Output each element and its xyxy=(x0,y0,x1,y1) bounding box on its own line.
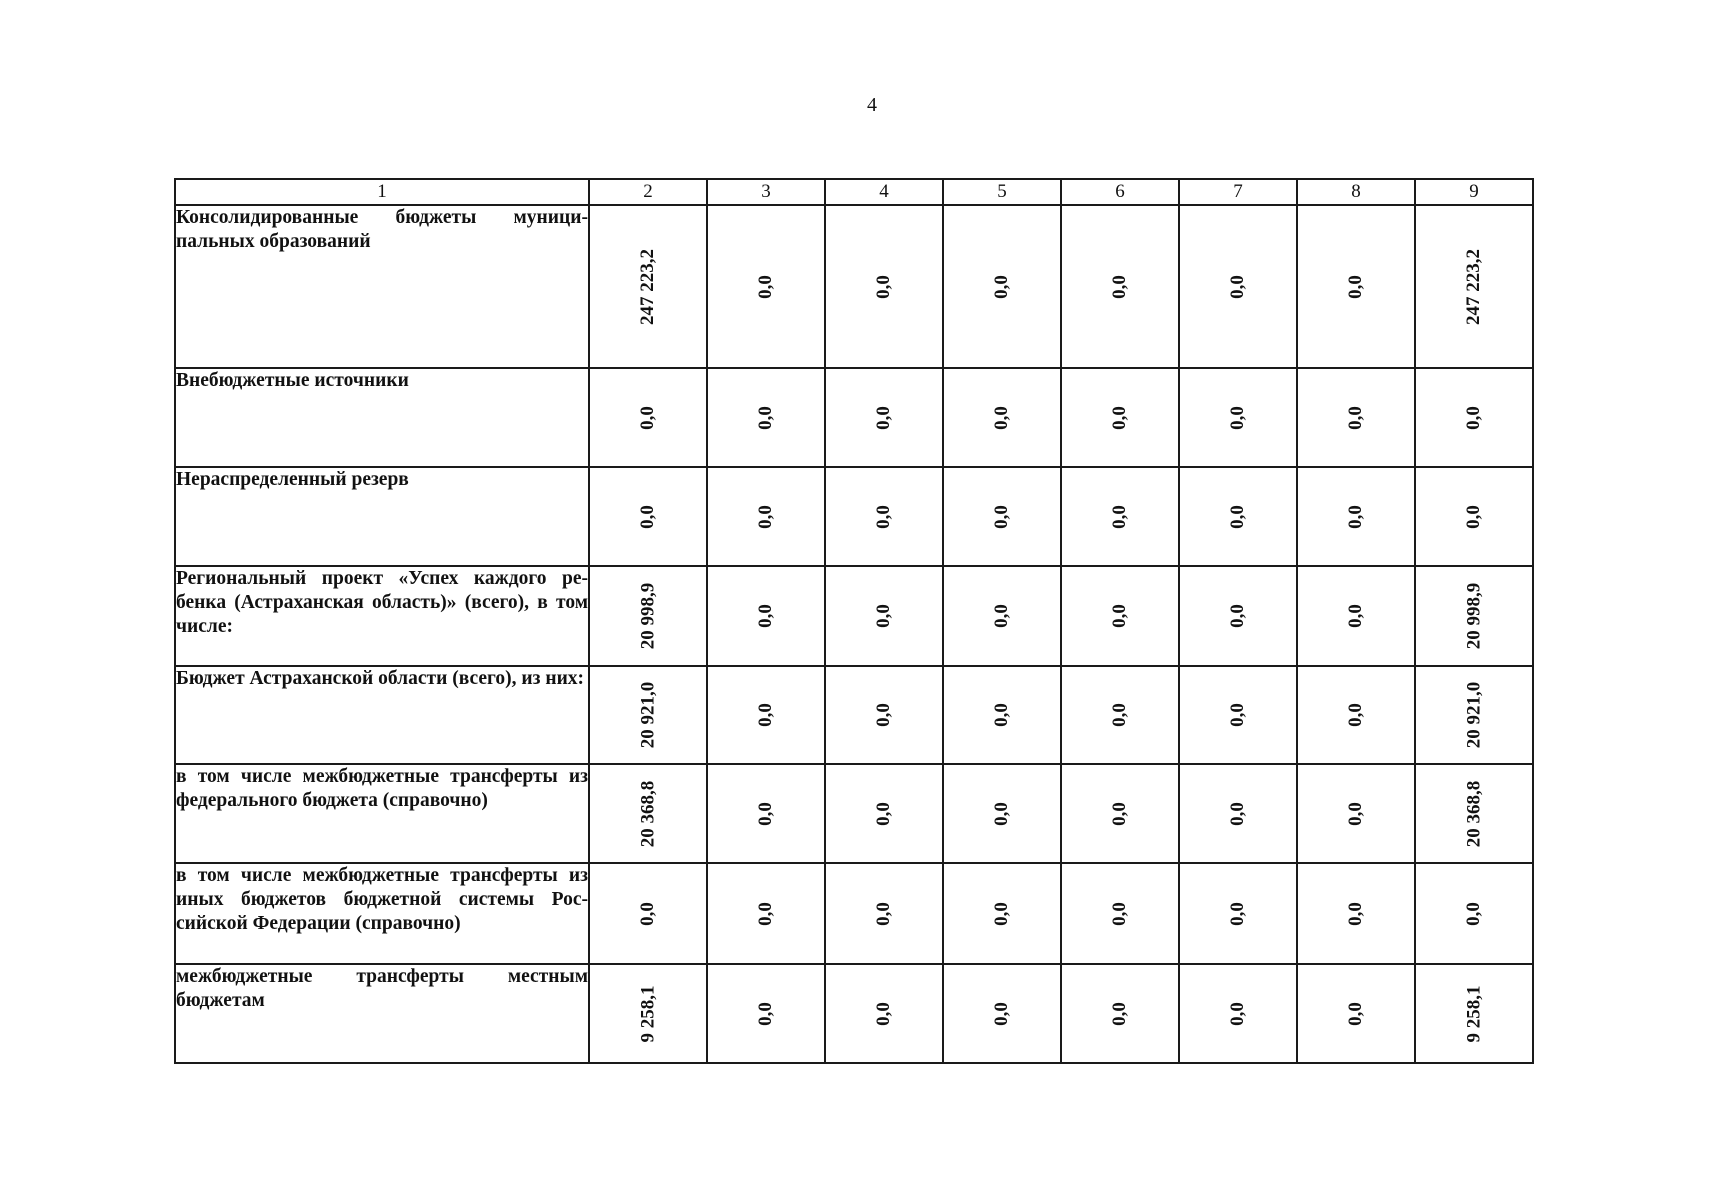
table-cell-value: 20 998,9 xyxy=(637,582,658,650)
table-cell-value: 0,0 xyxy=(873,901,894,926)
table-cell-value: 0,0 xyxy=(755,274,776,299)
column-header: 9 xyxy=(1415,179,1533,205)
row-label: Региональный проект «Успех каждого ре-бенка (Астраханская область)» (всего), в том числе: xyxy=(175,566,589,666)
table-cell-value: 0,0 xyxy=(1109,901,1130,926)
table-cell-value: 9 258,1 xyxy=(1463,985,1484,1042)
column-header: 7 xyxy=(1179,179,1297,205)
table-cell-value: 0,0 xyxy=(1109,1001,1130,1026)
table-cell-value: 0,0 xyxy=(755,801,776,826)
table-cell-value: 0,0 xyxy=(755,901,776,926)
table-cell-value: 0,0 xyxy=(637,901,658,926)
row-label: Внебюджетные источники xyxy=(175,368,589,467)
table-cell-value: 0,0 xyxy=(1227,703,1248,727)
table-cell-value: 0,0 xyxy=(991,1001,1012,1026)
table-cell-value: 0,0 xyxy=(1227,801,1248,826)
table-cell-value: 0,0 xyxy=(637,405,658,430)
table-cell-value: 20 998,9 xyxy=(1463,582,1484,650)
column-header: 2 xyxy=(589,179,707,205)
table-cell-value: 20 921,0 xyxy=(1463,681,1484,749)
table-cell-value: 0,0 xyxy=(1109,604,1130,628)
table-cell-value: 0,0 xyxy=(873,1001,894,1026)
column-header: 8 xyxy=(1297,179,1415,205)
table-cell-value: 0,0 xyxy=(1109,504,1130,529)
row-label: межбюджетные трансферты местным бюджетам xyxy=(175,964,589,1063)
table-cell-value: 0,0 xyxy=(873,274,894,299)
table-cell-value: 0,0 xyxy=(873,504,894,529)
table-row xyxy=(175,666,1533,764)
table-cell-value: 0,0 xyxy=(991,274,1012,299)
table-cell-value: 0,0 xyxy=(873,604,894,628)
table-cell-value: 0,0 xyxy=(1227,405,1248,430)
table-cell-value: 0,0 xyxy=(873,405,894,430)
page-number: 4 xyxy=(867,94,877,116)
table-cell-value: 0,0 xyxy=(1109,405,1130,430)
header-row xyxy=(175,179,1533,205)
table-cell-value: 0,0 xyxy=(1109,703,1130,727)
row-label: Нераспределенный резерв xyxy=(175,467,589,566)
table-cell-value: 0,0 xyxy=(1463,901,1484,926)
table-cell-value: 0,0 xyxy=(1345,901,1366,926)
column-header: 4 xyxy=(825,179,943,205)
table-row xyxy=(175,863,1533,964)
table-cell-value: 0,0 xyxy=(1109,274,1130,299)
budget-table xyxy=(174,178,1534,1064)
table-cell-value: 0,0 xyxy=(755,405,776,430)
table-cell-value: 0,0 xyxy=(1345,801,1366,826)
table-row xyxy=(175,764,1533,863)
table-cell-value: 0,0 xyxy=(1227,504,1248,529)
table-row xyxy=(175,368,1533,467)
column-header: 3 xyxy=(707,179,825,205)
table-cell-value: 20 368,8 xyxy=(1463,780,1484,847)
table-cell-value: 0,0 xyxy=(1227,274,1248,299)
table-cell-value: 0,0 xyxy=(1345,703,1366,727)
table-row xyxy=(175,566,1533,666)
table-cell-value: 0,0 xyxy=(1345,504,1366,529)
table-cell-value: 0,0 xyxy=(1345,604,1366,628)
table-cell-value: 0,0 xyxy=(1109,801,1130,826)
table-cell-value: 0,0 xyxy=(991,604,1012,628)
table-cell-value: 0,0 xyxy=(1345,274,1366,299)
table-cell-value: 0,0 xyxy=(991,901,1012,926)
table-cell-value: 20 921,0 xyxy=(637,681,658,749)
table-row xyxy=(175,467,1533,566)
table-cell-value: 0,0 xyxy=(1463,504,1484,529)
table-cell-value: 0,0 xyxy=(873,703,894,727)
table-cell-value: 0,0 xyxy=(1463,405,1484,430)
column-header: 1 xyxy=(175,179,589,205)
table-cell-value: 247 223,2 xyxy=(637,248,658,325)
table-cell-value: 0,0 xyxy=(1227,1001,1248,1026)
row-label: Бюджет Астраханской области (всего), из них: xyxy=(175,666,589,764)
table-row xyxy=(175,964,1533,1063)
table-cell-value: 0,0 xyxy=(991,801,1012,826)
table-cell-value: 0,0 xyxy=(637,504,658,529)
table-cell-value: 20 368,8 xyxy=(637,780,658,847)
row-label: Консолидированные бюджеты муници-пальных образований xyxy=(175,205,589,368)
row-label: в том числе межбюджетные трансферты из федерального бюджета (справочно) xyxy=(175,764,589,863)
column-header: 6 xyxy=(1061,179,1179,205)
table-cell-value: 0,0 xyxy=(1227,604,1248,628)
table-cell-value: 9 258,1 xyxy=(637,985,658,1042)
table-cell-value: 0,0 xyxy=(1227,901,1248,926)
row-label: в том числе межбюджетные трансферты из иных бюджетов бюджетной системы Рос-сийской Федерации (справочно) xyxy=(175,863,589,964)
table-cell-value: 0,0 xyxy=(755,703,776,727)
table-cell-value: 0,0 xyxy=(1345,405,1366,430)
table-cell-value: 0,0 xyxy=(991,405,1012,430)
table-cell-value: 0,0 xyxy=(873,801,894,826)
column-header: 5 xyxy=(943,179,1061,205)
table-cell-value: 0,0 xyxy=(991,504,1012,529)
table-cell-value: 247 223,2 xyxy=(1463,248,1484,325)
table-cell-value: 0,0 xyxy=(755,504,776,529)
table-cell-value: 0,0 xyxy=(755,1001,776,1026)
table-row xyxy=(175,205,1533,368)
table-cell-value: 0,0 xyxy=(1345,1001,1366,1026)
table-cell-value: 0,0 xyxy=(991,703,1012,727)
table-cell-value: 0,0 xyxy=(755,604,776,628)
